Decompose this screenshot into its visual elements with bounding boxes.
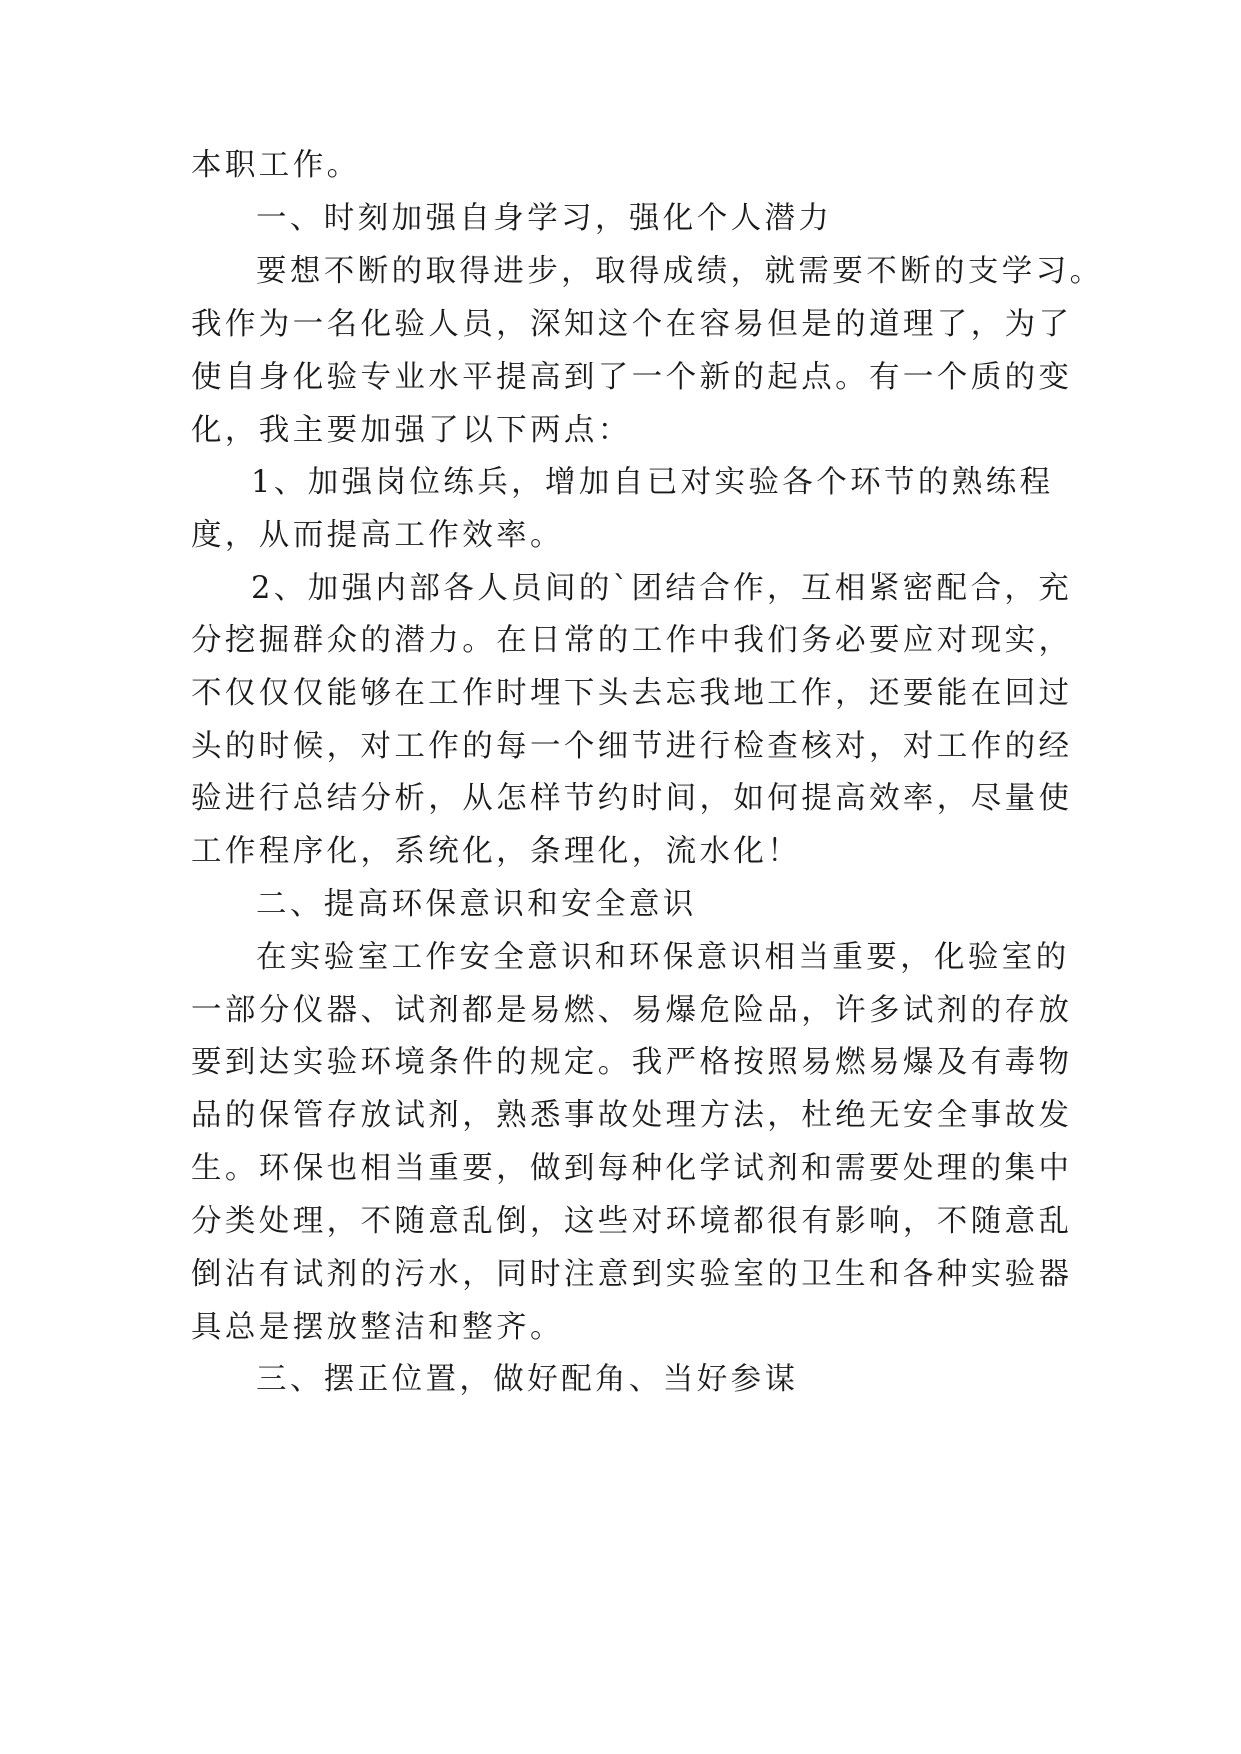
paragraph-line: 分类处理，不随意乱倒，这些对环境都很有影响，不随意乱 bbox=[191, 1204, 1073, 1239]
section-heading-2: 二、提高环保意识和安全意识 bbox=[256, 887, 697, 922]
paragraph-line: 一部分仪器、试剂都是易燃、易爆危险品，许多试剂的存放 bbox=[191, 993, 1073, 1028]
paragraph-line: 头的时候，对工作的每一个细节进行检查核对，对工作的经 bbox=[191, 729, 1073, 764]
paragraph-line: 要到达实验环境条件的规定。我严格按照易燃易爆及有毒物 bbox=[191, 1045, 1073, 1080]
paragraph-line: 工作程序化，系统化，条理化，流水化！ bbox=[191, 834, 802, 869]
paragraph-line: 生。环保也相当重要，做到每种化学试剂和需要处理的集中 bbox=[191, 1151, 1073, 1186]
paragraph-line: 本职工作。 bbox=[191, 148, 361, 183]
paragraph-line: 要想不断的取得进步，取得成绩，就需要不断的支学习。 bbox=[256, 254, 1104, 289]
paragraph-line: 具总是摆放整洁和整齐。 bbox=[191, 1310, 564, 1345]
paragraph-line: 不仅仅仅能够在工作时埋下头去忘我地工作，还要能在回过 bbox=[191, 676, 1073, 711]
list-item-1: 1、加强岗位练兵，增加自已对实验各个环节的熟练程 bbox=[251, 465, 1054, 500]
paragraph-line: 化，我主要加强了以下两点： bbox=[191, 413, 632, 448]
paragraph-line: 我作为一名化验人员，深知这个在容易但是的道理了，为了 bbox=[191, 307, 1073, 342]
paragraph-line: 在实验室工作安全意识和环保意识相当重要，化验室的 bbox=[256, 940, 1070, 975]
paragraph-line: 分挖掘群众的潜力。在日常的工作中我们务必要应对现实， bbox=[191, 623, 1073, 658]
paragraph-line: 度，从而提高工作效率。 bbox=[191, 518, 564, 553]
section-heading-1: 一、时刻加强自身学习，强化个人潜力 bbox=[256, 201, 833, 236]
paragraph-line: 品的保管存放试剂，熟悉事故处理方法，杜绝无安全事故发 bbox=[191, 1098, 1073, 1133]
paragraph-line: 倒沾有试剂的污水，同时注意到实验室的卫生和各种实验器 bbox=[191, 1257, 1073, 1292]
paragraph-line: 验进行总结分析，从怎样节约时间，如何提高效率，尽量使 bbox=[191, 781, 1073, 816]
list-item-2: 2、加强内部各人员间的`团结合作，互相紧密配合，充 bbox=[251, 571, 1073, 606]
paragraph-line: 使自身化验专业水平提高到了一个新的起点。有一个质的变 bbox=[191, 360, 1073, 395]
section-heading-3: 三、摆正位置，做好配角、当好参谋 bbox=[256, 1362, 799, 1397]
